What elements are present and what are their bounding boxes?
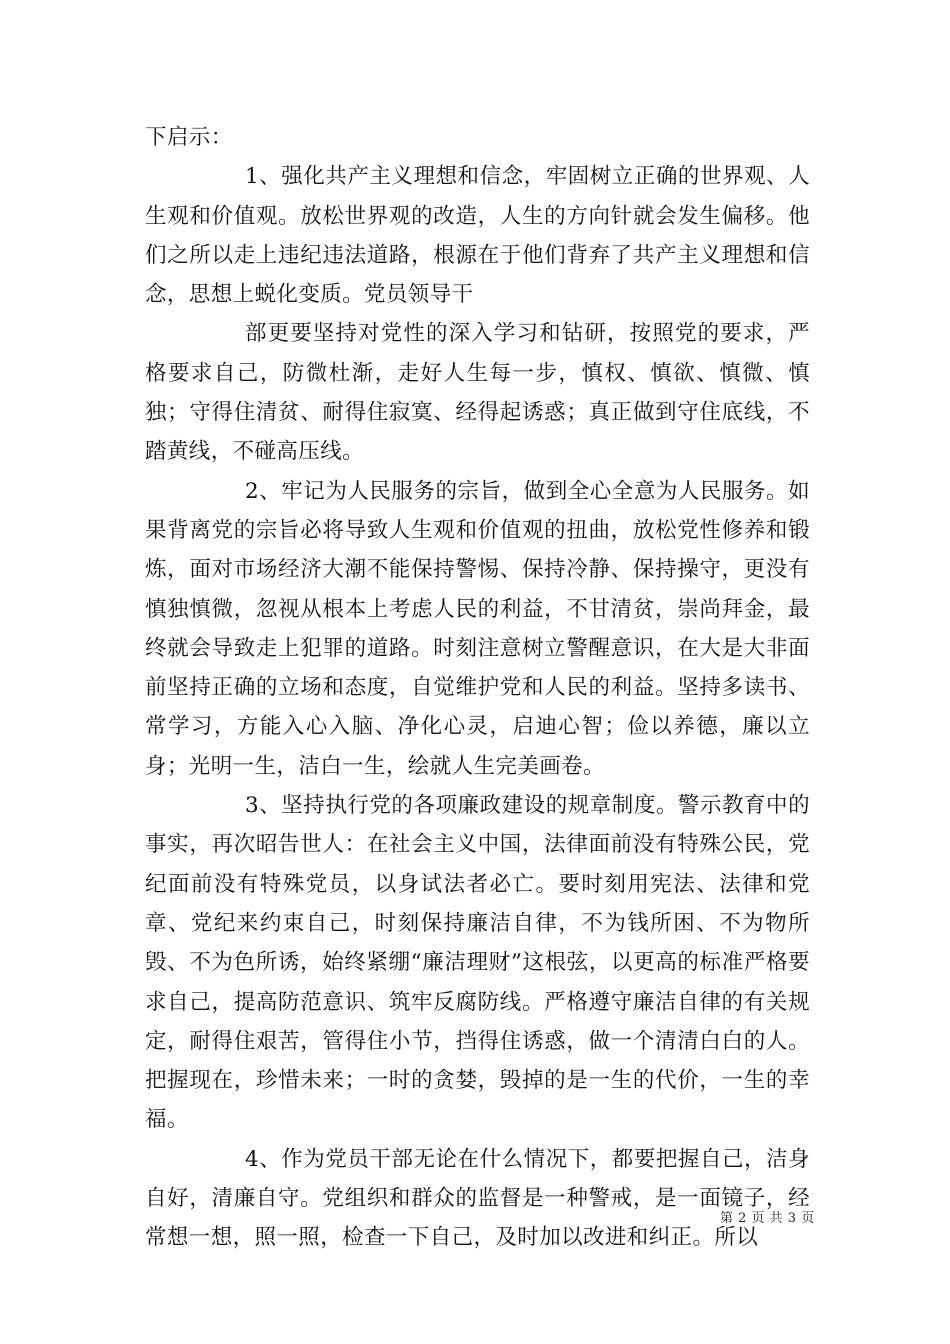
paragraph-point-1: 1、强化共产主义理想和信念，牢固树立正确的世界观、人生观和价值观。放松世界观的改造，人生的方向针就会发生偏移。他们之所以走上违纪违法道路，根源在于他们背弃了共产主义理想和信念，思想上蜕化变质。党员领导干 — [145, 164, 810, 308]
document-body — [145, 118, 810, 1258]
paragraph-point-1-continued: 部更要坚持对党性的深入学习和钻研，按照党的要求，严格要求自己，防微杜渐，走好人生每一步，慎权、慎欲、慎微、慎独；守得住清贫、耐得住寂寞、经得起诱惑；真正做到守住底线，不踏黄线，不碰高压线。 — [145, 321, 810, 465]
paragraph-point-3: 3、坚持执行党的各项廉政建设的规章制度。警示教育中的事实，再次昭告世人：在社会主义中国，法律面前没有特殊公民，党纪面前没有特殊党员，以身试法者必亡。要时刻用宪法、法律和党章、党纪来约束自己，时刻保持廉洁自律，不为钱所困、不为物所毁、不为色所诱，始终紧绷“廉洁理财”这根弦，以更高的标准严格要求自己，提高防范意识、筑牢反腐防线。严格遵守廉洁自律的有关规定，耐得住艰苦，管得住小节，挡得住诱惑，做一个清清白白的人。把握现在，珍惜未来；一时的贪婪，毁掉的是一生的代价，一生的幸福。 — [145, 793, 810, 1133]
page-number-footer: 第 2 页 共 3 页 — [720, 1211, 815, 1226]
paragraph-point-4: 4、作为党员干部无论在什么情况下，都要把握自己，洁身自好，清廉自守。党组织和群众的监督是一种警戒，是一面镜子，经常想一想，照一照，检查一下自己，及时加以改进和纠正。所以 — [145, 1146, 810, 1251]
paragraph-point-2: 2、牢记为人民服务的宗旨，做到全心全意为人民服务。如果背离党的宗旨必将导致人生观和价值观的扭曲，放松党性修养和锻炼，面对市场经济大潮不能保持警惕、保持冷静、保持操守，更没有慎独慎微，忽视从根本上考虑人民的利益，不甘清贫，崇尚拜金，最终就会导致走上犯罪的道路。时刻注意树立警醒意识，在大是大非面前坚持正确的立场和态度，自觉维护党和人民的利益。坚持多读书、常学习，方能入心入脑、净化心灵，启迪心智；俭以养德，廉以立身；光明一生，洁白一生，绘就人生完美画卷。 — [145, 478, 810, 779]
paragraph-intro: 下启示： — [145, 125, 233, 150]
